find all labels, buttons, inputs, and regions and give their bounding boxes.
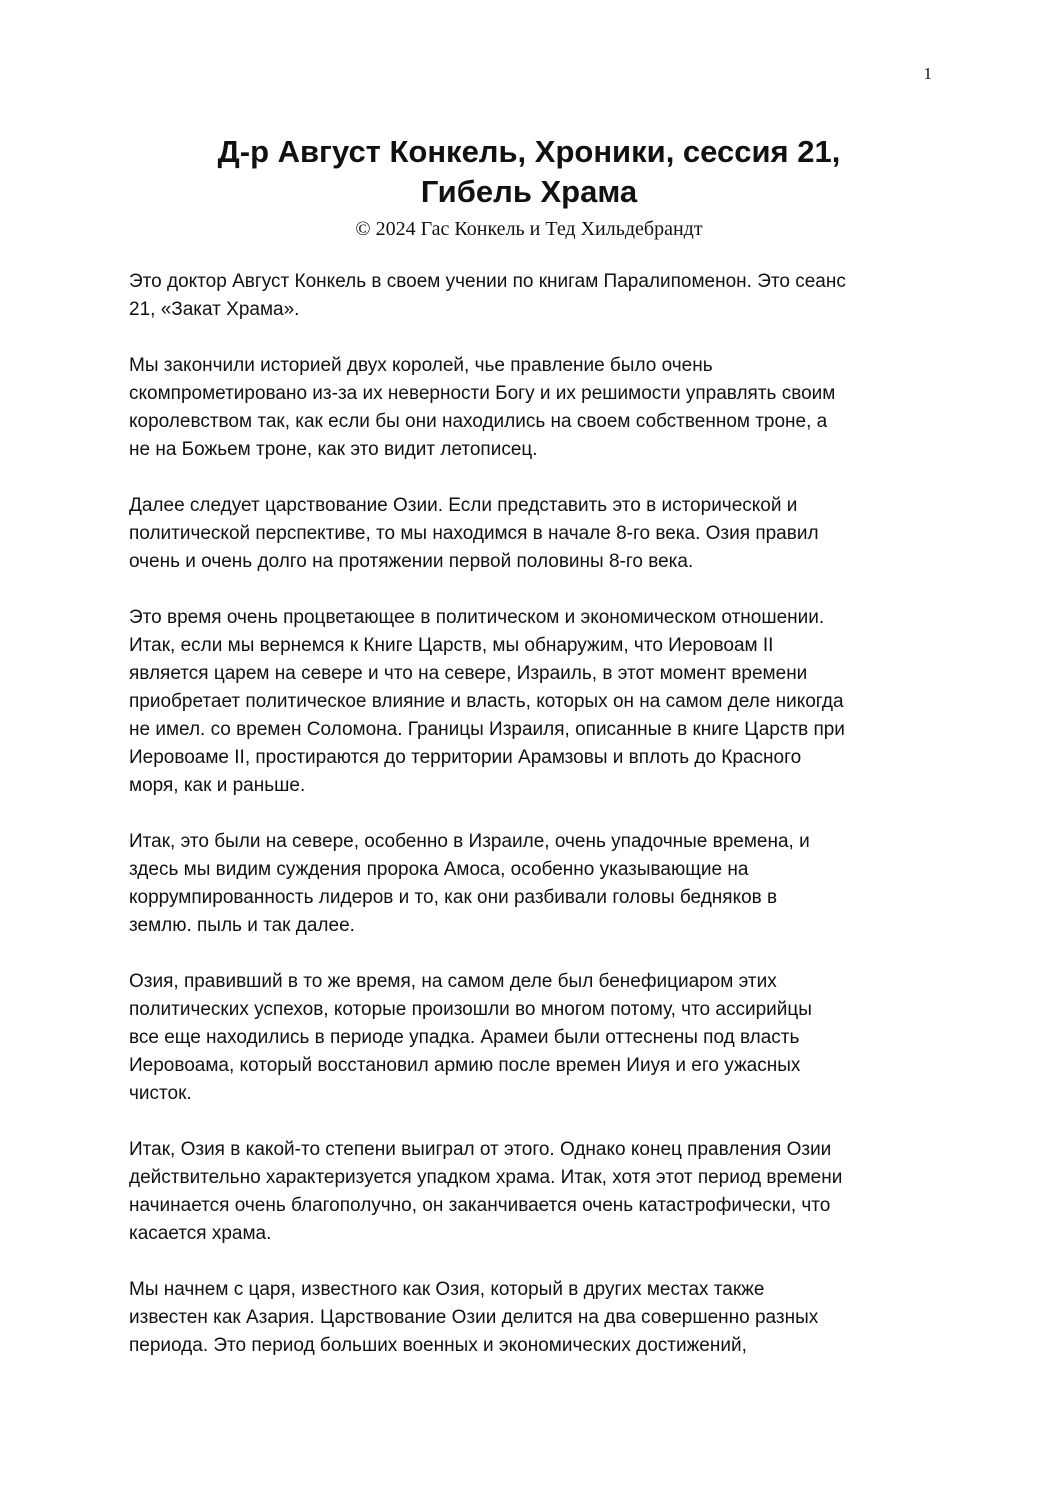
paragraph-line: Озия, правивший в то же время, на самом деле был бенефициаром этих [129, 971, 777, 992]
paragraph-line: Мы начнем с царя, известного как Озия, который в других местах также [129, 1279, 765, 1300]
paragraph-line: известен как Азария. Царствование Озии делится на два совершенно разных [129, 1307, 819, 1328]
paragraph-line: Далее следует царствование Озии. Если представить это в исторической и [129, 495, 798, 516]
paragraph-line: политических успехов, которые произошли во многом потому, что ассирийцы [129, 999, 812, 1020]
page-number: 1 [923, 64, 932, 83]
paragraph-line: является царем на севере и что на севере, Израиль, в этот момент времени [129, 663, 808, 684]
paragraph-line: Это время очень процветающее в политическом и экономическом отношении. [129, 607, 825, 628]
paragraph-line: не имел. со времен Соломона. Границы Израиля, описанные в книге Царств при [129, 719, 845, 740]
paragraph [129, 968, 934, 1108]
paragraph-line: приобретает политическое влияние и власть, которых он на самом деле никогда [129, 691, 844, 712]
paragraph-line: Иеровоама, который восстановил армию после времен Ииуя и его ужасных [129, 1055, 801, 1076]
paragraph-line: Иеровоаме II, простираются до территории Арамзовы и вплоть до Красного [129, 747, 802, 768]
paragraph-line: здесь мы видим суждения пророка Амоса, особенно указывающие на [129, 859, 749, 880]
paragraph-line: Мы закончили историей двух королей, чье правление было очень [129, 355, 713, 376]
paragraph-line: чисток. [129, 1083, 192, 1104]
paragraph-line: политической перспективе, то мы находимся в начале 8-го века. Озия правил [129, 523, 819, 544]
paragraph-line: не на Божьем троне, как это видит летописец. [129, 439, 538, 460]
paragraph [129, 828, 934, 940]
paragraph-line: периода. Это период больших военных и экономических достижений, [129, 1335, 747, 1356]
copyright-line: © 2024 Гас Конкель и Тед Хильдебрандт [355, 218, 703, 240]
document-body [129, 268, 934, 1388]
paragraph [129, 1136, 934, 1248]
paragraph-line: скомпрометировано из-за их неверности Богу и их решимости управлять своим [129, 383, 836, 404]
paragraph [129, 352, 934, 464]
paragraph-line: коррумпированность лидеров и то, как они разбивали головы бедняков в [129, 887, 778, 908]
paragraph-line: королевством так, как если бы они находились на своем собственном троне, а [129, 411, 828, 432]
document-title [129, 132, 929, 212]
paragraph [129, 492, 934, 576]
paragraph [129, 268, 934, 324]
paragraph-line: все еще находились в периоде упадка. Арамеи были оттеснены под власть [129, 1027, 800, 1048]
title-line-1: Д-р Август Конкель, Хроники, сессия 21, [217, 134, 841, 169]
paragraph-line: Итак, если мы вернемся к Книге Царств, мы обнаружим, что Иеровоам II [129, 635, 774, 656]
paragraph-line: Это доктор Август Конкель в своем учении по книгам Паралипоменон. Это сеанс [129, 271, 846, 292]
paragraph-line: касается храма. [129, 1223, 272, 1244]
paragraph-line: очень и очень долго на протяжении первой половины 8-го века. [129, 551, 694, 572]
title-line-2: Гибель Храма [420, 174, 638, 209]
paragraph-line: начинается очень благополучно, он заканчивается очень катастрофически, что [129, 1195, 831, 1216]
paragraph-line: Итак, Озия в какой-то степени выиграл от этого. Однако конец правления Озии [129, 1139, 832, 1160]
paragraph [129, 1276, 934, 1360]
paragraph-line: 21, «Закат Храма». [129, 299, 300, 320]
paragraph-line: моря, как и раньше. [129, 775, 306, 796]
paragraph [129, 604, 934, 800]
paragraph-line: землю. пыль и так далее. [129, 915, 355, 936]
paragraph-line: действительно характеризуется упадком храма. Итак, хотя этот период времени [129, 1167, 843, 1188]
paragraph-line: Итак, это были на севере, особенно в Израиле, очень упадочные времена, и [129, 831, 810, 852]
